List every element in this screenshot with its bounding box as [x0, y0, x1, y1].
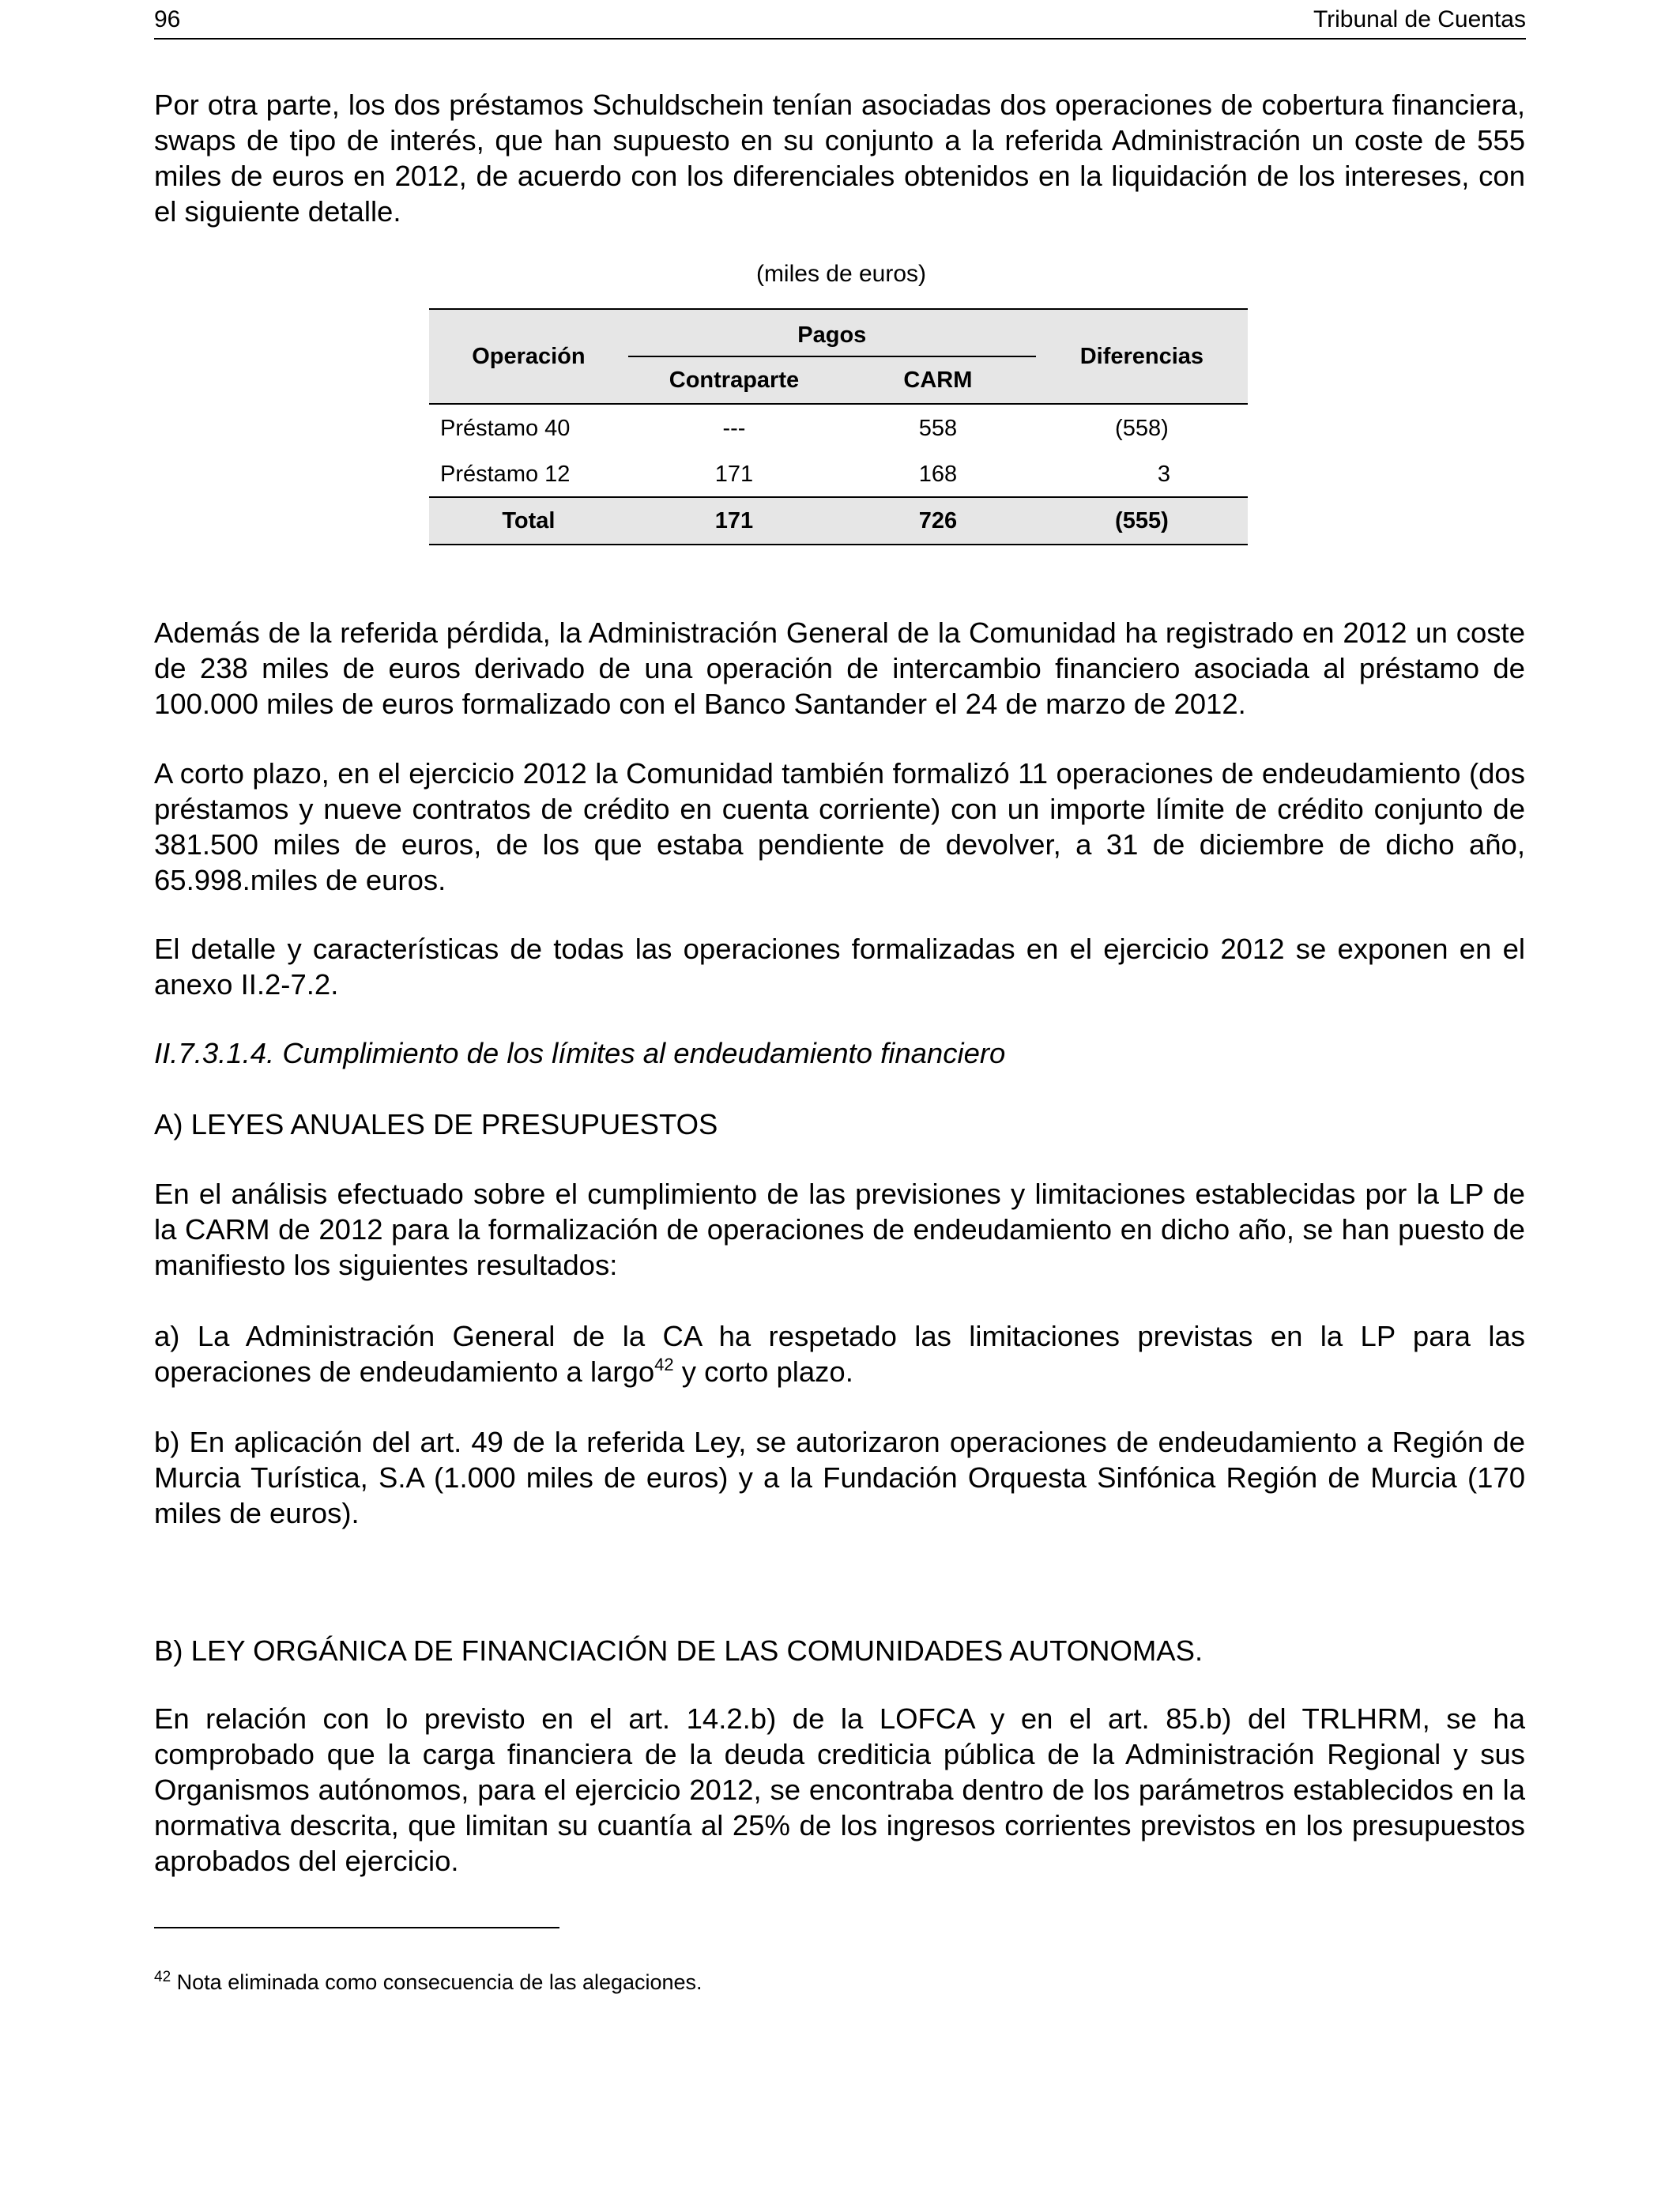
header-title: Tribunal de Cuentas: [1313, 6, 1526, 32]
paragraph-text: Por otra parte, los dos préstamos Schuldschein tenían asociadas dos operaciones de cobertura financiera, swaps de tipo de interés, que han supuesto en su conjunto a la referida Administración un coste de 555 miles de euros en 2012, de acuerdo con los diferenciales obtenidos en la liquidación de los intereses, con el siguiente detalle.: [154, 89, 1525, 228]
table-total-row: [429, 497, 1248, 545]
paragraph-item-a: [154, 1318, 1525, 1393]
cell-diferencias: 3: [1157, 461, 1170, 487]
paragraph-text: b) En aplicación del art. 49 de la referida Ley, se autorizaron operaciones de endeudamiento a Región de Murcia Turística, S.A (1.000 miles de euros) y a la Fundación Orquesta Sinfónica Región de Murcia (170 miles de euros).: [154, 1426, 1525, 1529]
header-diferencias: Diferencias: [1036, 309, 1248, 404]
header-carm: CARM: [840, 356, 1036, 404]
footnote-text: Nota eliminada como consecuencia de las alegaciones.: [176, 1970, 703, 1994]
paragraph-detalle: [154, 931, 1525, 1002]
cell-carm: 558: [918, 415, 958, 441]
header-operacion: Operación: [429, 309, 628, 404]
paragraph-text: [154, 1318, 1525, 1393]
paragraph-text: A corto plazo, en el ejercicio 2012 la Comunidad también formalizó 11 operaciones de endeudamiento (dos préstamos y nueve contratos de crédito en cuenta corriente) con un importe límite de crédito conjunto de 381.500 miles de euros, de los que estaba pendiente de devolver, a 31 de diciembre de dicho año, 65.998.miles de euros.: [154, 757, 1525, 896]
footnote: [154, 1970, 703, 1995]
table-row: [429, 404, 1248, 452]
paragraph-text: En el análisis efectuado sobre el cumplimiento de las previsiones y limitaciones establecidas por la LP de la CARM de 2012 para la formalización de operaciones de endeudamiento en dicho año, se han puesto de manifiesto los siguientes resultados:: [154, 1178, 1525, 1281]
heading-text: A) LEYES ANUALES DE PRESUPUESTOS: [154, 1108, 718, 1140]
cell-contraparte: 171: [714, 461, 754, 487]
cell-operacion: Préstamo 40: [440, 415, 571, 441]
footnote-divider: [154, 1927, 559, 1928]
cell-operacion: Préstamo 12: [440, 461, 571, 487]
cell-total-carm: 726: [918, 507, 958, 533]
footnote-number: 42: [154, 1969, 171, 1985]
footnote-reference[interactable]: 42: [654, 1355, 674, 1374]
header-contraparte: Contraparte: [628, 356, 840, 404]
heading-text: B) LEY ORGÁNICA DE FINANCIACIÓN DE LAS COMUNIDADES AUTONOMAS.: [154, 1634, 1203, 1667]
item-a-text: a) La Administración General de la CA ha respetado las limitaciones previstas en la LP para las operaciones de endeudamiento a largo: [154, 1320, 1525, 1388]
heading-text: II.7.3.1.4. Cumplimiento de los límites al endeudamiento financiero: [154, 1037, 1006, 1069]
page-header: [154, 6, 1526, 40]
paragraph-swaps: [154, 87, 1525, 229]
item-a-text-end: y corto plazo.: [673, 1355, 853, 1388]
section-heading-a: [154, 1106, 1525, 1142]
cell-total-label: Total: [502, 507, 556, 533]
cell-total-diferencias: (555): [1115, 507, 1169, 533]
paragraph-text: Además de la referida pérdida, la Administración General de la Comunidad ha registrado en 2012 un coste de 238 miles de euros derivado de una operación de intercambio financiero asociada al préstamo de 100.000 miles de euros formalizado con el Banco Santander el 24 de marzo de 2012.: [154, 616, 1525, 720]
table-header-row: [429, 309, 1248, 356]
table-unit-caption: (miles de euros): [755, 261, 927, 287]
cell-diferencias: (558): [1115, 415, 1169, 441]
paragraph-corto-plazo: [154, 756, 1525, 898]
cell-carm: 168: [918, 461, 958, 487]
section-heading-italic: [154, 1035, 1525, 1071]
header-pagos: [628, 309, 1036, 356]
page-number: 96: [154, 6, 181, 32]
cell-contraparte: ---: [722, 415, 746, 441]
paragraph-lofca: [154, 1701, 1525, 1879]
paragraph-perdida: [154, 615, 1525, 722]
paragraph-text: El detalle y características de todas las operaciones formalizadas en el ejercicio 2012 se exponen en el anexo II.2-7.2.: [154, 933, 1525, 1001]
section-heading-b: [154, 1633, 1525, 1668]
swaps-table: [429, 308, 1248, 545]
paragraph-item-b: [154, 1424, 1525, 1531]
header-pagos-label: Pagos: [797, 322, 867, 348]
paragraph-text: En relación con lo previsto en el art. 14.2.b) de la LOFCA y en el art. 85.b) del TRLHRM, se ha comprobado que la carga financiera de la deuda crediticia pública de la Administración Regional y sus Organismos autónomos, para el ejercicio 2012, se encontraba dentro de los parámetros establecidos en la normativa descrita, que limitan su cuantía al 25% de los ingresos corrientes previstos en los presupuestos aprobados del ejercicio.: [154, 1702, 1525, 1877]
table-row: [429, 452, 1248, 497]
paragraph-analisis: [154, 1176, 1525, 1283]
cell-total-contraparte: 171: [714, 507, 754, 533]
